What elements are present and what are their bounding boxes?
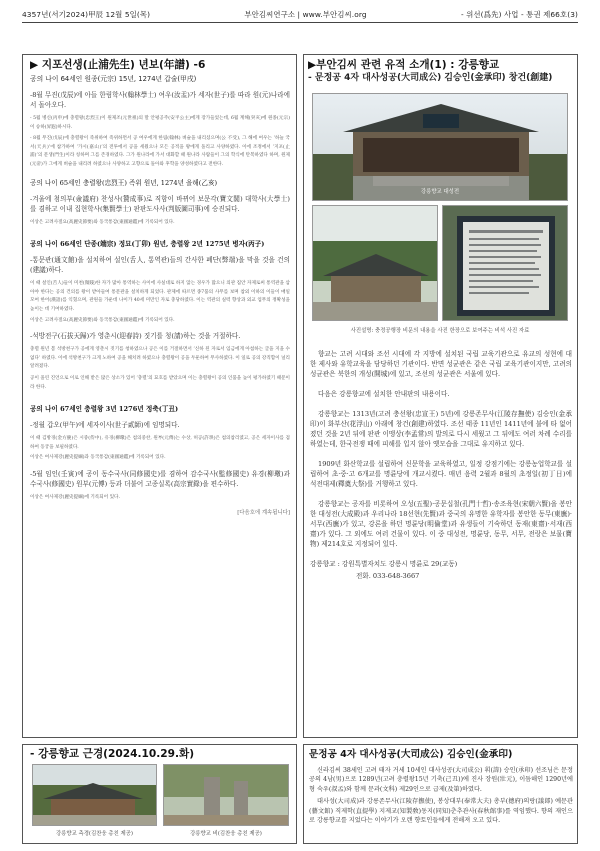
- sign-photo-image: [443, 206, 568, 321]
- bottom-right-paragraph-2: 대사성(大司成)과 강릉존무사(江陵存撫使), 봉상대부(奉常大夫) 총부(摠府)의랑(議郞) 예문관(藝文館) 직제학(直提學) 지제교(知製敎)동지(同知)춘추관사(春秋館事)를 역임했다. 향의 재인으로 강릉향교를 지었다는 이야기가 오랜 향토인들에게 전해져 오고 있다.: [309, 798, 573, 825]
- side-view-photo: [32, 764, 157, 826]
- right-article-title: ▶부안김씨 관련 유적 소개(1) : 강릉향교: [308, 59, 500, 71]
- hall-photo: [312, 93, 568, 201]
- paragraph-5: -정월 갑오(甲午)에 세자이사(世子貳師)에 임명되다.: [30, 421, 180, 430]
- bottom-right-article: [309, 748, 573, 842]
- info-phone: 전화. 033-648-3667: [356, 572, 420, 580]
- left-article: [30, 58, 290, 734]
- continued-note: [다음호에 계속됩니다]: [237, 510, 290, 517]
- page-header: [22, 7, 578, 23]
- paragraph-2: -겨울에 첨의부(僉議府) 찬성사(贊成事)로 직함이 바뀌어 보문각(寶文閣) 대학사(大學士)를 겸하고 이내 집현학사(集賢學士) 판판도사사(判版圖司事)에 승진되다.: [30, 194, 290, 213]
- note-8: 이 때 김방경(金方慶)은 시중(侍中), 유경(柳璥)은 첨의중찬, 원부(元傅)는 수상, 허공(許珙)은 첨의참리였고, 공은 세자이사를 겸하여 동궁을 보필하였다.: [30, 436, 290, 450]
- year-heading-3: 공의 나이 66세인 단종(端宗) 정묘(丁卯) 원년, 충렬왕 2년 1275년 병자(丙子): [30, 240, 265, 249]
- hall-photo-image: [313, 94, 568, 201]
- note-5: 이상은 고려사절요(高麗史節要)와 동국통감(東國通鑑)에 기록되어 있다.: [30, 317, 175, 323]
- bottom-right-paragraph-1: 신라김씨 38세인 고려 태자 거세 10세인 대사성공(大司成公) 휘(諱) 승인(承印) 선조님은 문정공의 4남(男)으로 1289년(고려 충렬왕15년 기축(己丑))에 진사 장원(壯元), 이듬해인 1290년에 형 숙우(叔孟)와 함께 문과(文科) 제29인으로 급제(及第)하였다.: [309, 767, 573, 793]
- right-article-subtitle: - 문정공 4자 대사성공(大司成公) 김승인(金承印) 창건(創建): [308, 73, 553, 83]
- section-label: - 위선(爲先) 사업 - 통권 제66호(3): [460, 10, 578, 19]
- school-photo-image: [313, 206, 438, 321]
- bottom-left-title: - 강릉향교 근경(2024.10.29.화): [30, 748, 195, 760]
- right-paragraph-4: 1909년 화산학교를 설립하여 신문학을 교육하였고, 일정 강점기에는 강릉농업학교를 설립하여 초·중·고 6개교를 명륜당에 개교시켰다. 매년 음력 2월과 8월의 초정일(初丁日)에 석전대제(釋奠大祭)를 거행하고 있다.: [310, 460, 572, 488]
- note-4: 이 때 설인(舌人)들이 미천(微賤)한 자가 많아 통역하는 사이에 사실대로 하지 않는 경우가 많으니 의관 집안 자제로써 통역관을 삼아야 한다는 공의 건의를 왕이 받아들여 통문관을 설치하게 되었다. 관제에 따르면 종7품의 사무를 보며 참외 이하의 이들이 매일 모여 한어(漢語)를 익혔으며, 관원들 가운데 나이가 40세 미만인 자로 충당하였다. 이는 역관의 실력 향상과 외교 업무의 정확성을 높이는 데 기여하였다.: [30, 281, 290, 312]
- left-article-title: ▶ 지포선생(止浦先生) 년보(年譜) -6: [30, 59, 206, 71]
- side-view-photo-image: [33, 765, 157, 826]
- year-heading-4: 공의 나이 67세인 충렬왕 3년 1276년 정축(丁丑): [30, 405, 179, 414]
- right-paragraph-3: 강릉향교는 1313년(고려 충선왕(忠宣王) 5년)에 강릉존무사(江陵存撫使) 김승인(金承印)이 화부산(花浮山) 아래에 창건(創建)하였다. 조선 태종 11년인 1411년에 불에 타 없어졌던 것을 2년 뒤에 판관 이맹상(李孟常)의 발의로 다시 세웠고 그 뒤에도 여러 차례 수리를 하였는데, 한국전쟁 때에 피해를 입지 않아 옛모습을 그대로 유지하고 있다.: [310, 410, 572, 448]
- right-paragraph-5: 강릉향교는 공자를 비롯하여 오성(五聖)·공문십철(孔門十哲)·송조육현(宋朝六賢)을 봉안한 대성전(大成殿)과 우리나라 18선현(先賢)과 중국의 유명한 유학자를 봉안한 동무(東廡)·서무(西廡)가 있고, 강론을 하던 명륜당(明倫堂)과 유생들이 기숙하던 동재(東齋)·서재(西齋)가 있다. 그 외에도 여러 건물이 있다. 이 중 대성전, 명륜당, 동무, 서무, 전랑은 보물(寶物) 제214호로 지정되어 있다.: [310, 500, 572, 548]
- paragraph-3: -통문관(通文館)을 설치하여 설인(舌人, 통역관)들의 간사한 폐단(弊端)을 막을 것을 건의(建議)하다.: [30, 256, 290, 275]
- paragraph-1: -8월 무진(戊辰)에 아들 한림학사(翰林學士) 여우(汝盂)가 세자(世子)를 따라 원(元)나라에서 돌아오다.: [30, 91, 290, 109]
- note-3: 이상은 고려사절요(高麗史節要)와 동국통감(東國通鑑)에 기록되어 있다.: [30, 219, 175, 225]
- note-2: - 8월 무진(戊辰)에 충렬왕이 즉위하여 즉위하면서 공 여우에게 한림(翰林) 벼슬을 내리셨으며(公 不受), 그 해에 여우는 ‘하늘 국서(天兵)’에 참가하여 ‘가시(嘉山)’의 전투에서 공을 세웠으나 모든 공적을 왕에게 돌리고 사양하였다. 이에 조정에서 ‘지포(止浦)’의 문생(門生)이라 칭하며 그를 존경하였다. 그가 원나라에 가서 대화할 때 원나라 사람들이 그의 학식에 탄복하였다 하며, 원제(元帝)가 그에게 벼슬을 내리려 하였으나 사양하고 고향으로 돌아와 후학을 양성하였다고 전한다.: [30, 136, 290, 167]
- note-9: 이상은 여사제강(麗史提綱)과 동국통감(東國通鑑)에 기록되어 있다.: [30, 455, 166, 461]
- note-7: 공이 올린 진언으로 이로 인해 받은 많은 상소가 있어 ‘충렬’의 묘호를 받았으며 이는 충렬왕이 공의 인품을 높이 평가하였기 때문이라 한다.: [30, 375, 290, 390]
- school-photo: [312, 205, 438, 321]
- info-address: 강릉향교 : 강원특별자치도 강릉시 명륜로 29(교동): [310, 560, 458, 568]
- right-paragraph-1: 향교는 고려 시대와 조선 시대에 각 지방에 설치된 국립 교육기관으로 유교의 성현에 대한 제사와 유학교육을 담당하던 기관이다. 반면 성균관은 같은 국립 교육기관이지만, 고려의 성균관은 북한의 개성(開城)에 있고, 조선의 성균관은 서울에 있다.: [310, 350, 572, 378]
- note-6: 충렬 원년 봄 석방천구가 공에게 영춘시 짓기를 청하였으나 공은 이를 거절하면서 ‘신하 된 자로서 임금에게 아첨하는 글을 지을 수 없다’ 하였다. 이에 석방천구가 크게 노하여 공을 해치려 하였으나 충렬왕이 공을 두둔하여 무사하였다. 이 일로 공의 강직함이 널리 알려졌다.: [30, 347, 290, 370]
- year-heading-1: 공의 나이 64세인 원종(元宗) 15년, 1274년 갑술(甲戌): [30, 75, 197, 83]
- photos-caption: 사진설명: 충정공행장 비문의 내용을 사진 한장으로 보여주는 비석 사진 자료: [350, 328, 530, 334]
- bottom-right-title: 문정공 4자 대사성공(大司成公) 김승인(金承印): [309, 749, 513, 760]
- note-10: 이상은 여사제강(麗史提綱)에 기록되어 있다.: [30, 494, 120, 500]
- monument-photo: [163, 764, 289, 826]
- publisher: 부안김씨연구소 | www.부안김씨.org: [244, 10, 367, 19]
- sign-photo: [442, 205, 568, 321]
- monument-caption: 강릉향교 비(김찬웅 총친 제공): [190, 831, 262, 837]
- side-view-caption: 강릉향교 측경(김찬웅 총친 제공): [55, 831, 134, 837]
- issue-date: 4357년(서기2024)甲辰 12월 5일(목): [22, 10, 151, 19]
- paragraph-4: -석방전구(石拔天歸)가 영춘시(迎春詩) 짓기를 청(請)하는 것을 거절하다.: [30, 332, 241, 341]
- note-1: - 5월 병신(丙申)에 충렬왕(忠烈王)이 원제조(元世祖)의 딸 안평공주(安平公主)에게 장가들었는데, 6월 계해(癸亥)에 원종(元宗)이 승하(昇遐)하시다.: [30, 116, 290, 130]
- monument-photo-image: [164, 765, 289, 826]
- hall-photo-caption: 강릉향교 대성전: [420, 189, 460, 195]
- year-heading-2: 공의 나이 65세인 충렬왕(忠烈王) 즉위 원년, 1274년 을해(乙亥): [30, 178, 218, 187]
- right-paragraph-2: 다음은 강릉향교에 설치한 안내판의 내용이다.: [318, 390, 450, 398]
- right-article-body: [310, 343, 572, 735]
- paragraph-6: -5월 임인(壬寅)에 공이 동수국사(同修國史)를 겸하여 감수국사(監修國史) 유경(柳璥)과 수국사(修國史) 원부(元傅) 등과 더불어 고종실록(高宗實錄)을 편수하다.: [30, 469, 290, 488]
